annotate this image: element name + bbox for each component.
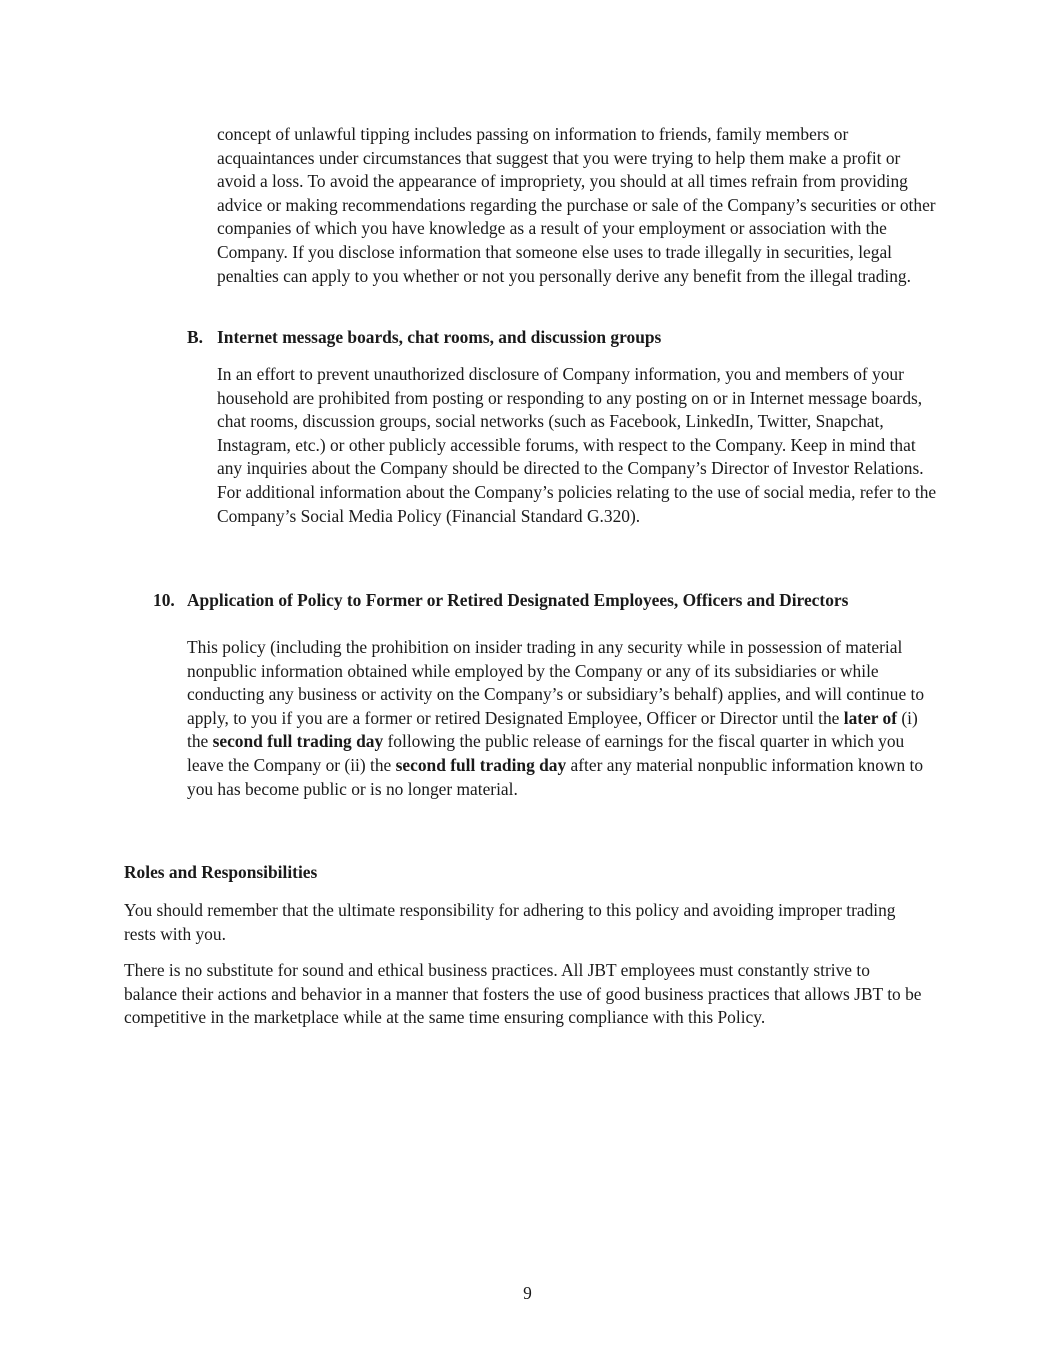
former-text-part-2: (i) the (187, 707, 918, 752)
page-number: 9 (523, 1283, 532, 1303)
former-bold-trading-day-1: second full trading day (212, 731, 384, 752)
subsection-b-letter: B. (187, 327, 203, 347)
former-bold-later-of: later of (843, 707, 898, 728)
message-boards-paragraph: In an effort to prevent unauthorized disclosure of Company information, you and members of your household are prohibited from posting or responding to any posting on or in Internet message boards, chat rooms, discussion groups, social networks (such as Facebook, LinkedIn, Twitter, Snapchat, Instagram, etc.) or other publicly accessible forums, with respect to the Company. Keep in mind that any inquiries about the Company should be directed to the Company’s Director of Investor Relations. For additional information about the Company’s policies relating to the use of social media, refer to the Company’s Social Media Policy (Financial Standard G.320). (217, 364, 937, 526)
roles-heading: Roles and Responsibilities (124, 862, 318, 882)
section-10-heading (153, 589, 933, 613)
former-bold-trading-day-2: second full trading day (395, 754, 567, 775)
former-text-part-1: This policy (including the prohibition on insider trading in any security while in possession of material nonpublic information obtained while employed by the Company or any of its subsidiaries or while conducting any business or activity on the Company’s or subsidiary’s behalf) applies, and will continue to apply, to you if you are a former or retired Designated Employee, Officer or Director until the (187, 637, 925, 728)
business-practices-paragraph: There is no substitute for sound and ethical business practices. All JBT employees must constantly strive to balance their actions and behavior in a manner that fosters the use of good business practices that allows JBT to be competitive in the marketplace while at the same time ensuring compliance with this Policy. (124, 960, 922, 1028)
former-text-part-3: following the public release of earnings for the fiscal quarter in which you leave the Company or (ii) the (187, 731, 905, 775)
responsibility-paragraph: You should remember that the ultimate responsibility for adhering to this policy and avoiding improper trading rests with you. (124, 900, 896, 944)
former-text-part-4: after any material nonpublic information known to you has become public or is no longer material. (187, 754, 924, 799)
former-employees-paragraph (187, 636, 937, 801)
section-10-number: 10. (153, 590, 175, 610)
subsection-b-title: Internet message boards, chat rooms, and discussion groups (217, 327, 662, 347)
tipping-continuation-paragraph: concept of unlawful tipping includes passing on information to friends, family members or acquaintances under circumstances that suggest that you were trying to help them make a profit or avoid a loss. To avoid the appearance of impropriety, you should at all times refrain from providing advice or making recommendations regarding the purchase or sale of the Company’s securities or other companies of which you have knowledge as a result of your employment or association with the Company. If you disclose information that someone else uses to trade illegally in securities, legal penalties can apply to you whether or not you personally derive any benefit from the illegal trading. (217, 124, 936, 286)
section-10-title: Application of Policy to Former or Retired Designated Employees, Officers and Directors (187, 590, 849, 610)
subsection-b-heading (187, 326, 927, 350)
